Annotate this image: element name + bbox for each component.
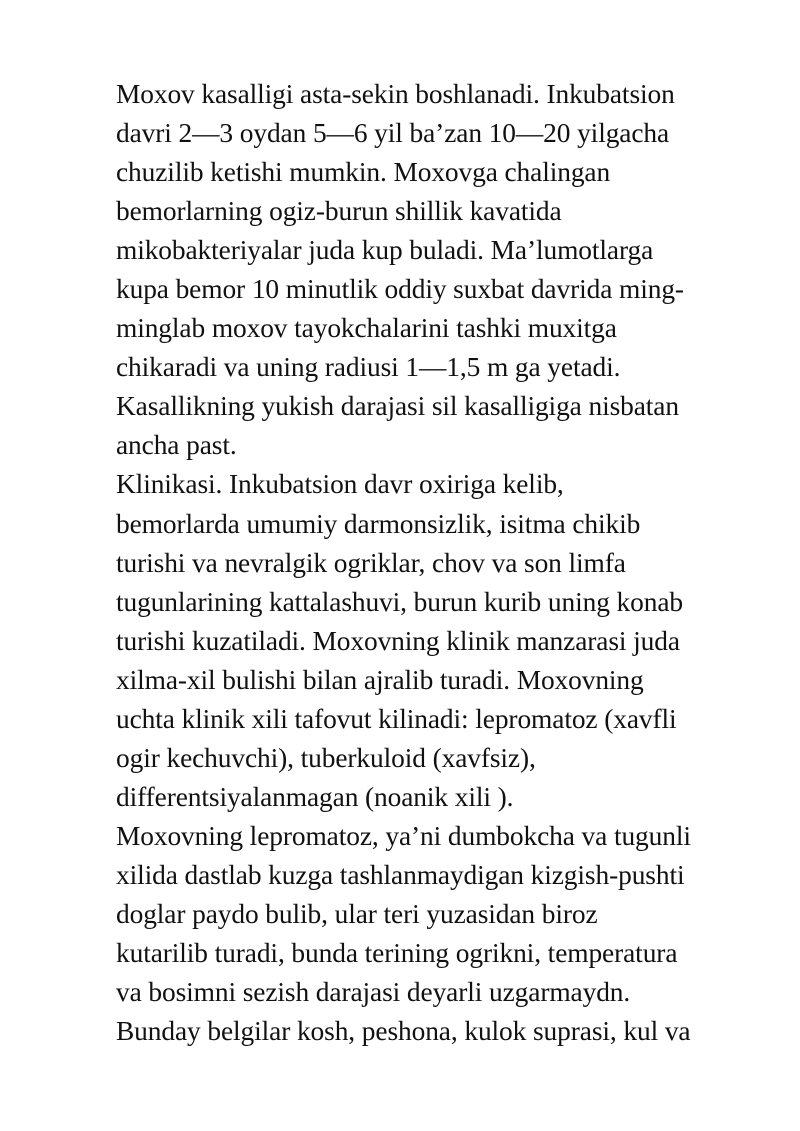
text-line: turishi va nevralgik ogriklar, chov va son limfa xyxy=(116,547,626,578)
text-line: Kasallikning yukish darajasi sil kasalligiga nisbatan xyxy=(116,391,679,422)
text-line: chikaradi va uning radiusi 1—1,5 m ga yetadi. xyxy=(116,352,621,383)
text-line: Bunday belgilar kosh, peshona, kulok suprasi, kul va xyxy=(116,1016,691,1047)
text-line: ogir kechuvchi), tuberkuloid (xavfsiz), xyxy=(116,742,536,773)
text-line: uchta klinik xili tafovut kilinadi: lepromatoz (xavfli xyxy=(116,703,677,734)
text-line: differentsiyalanmagan (noanik xili ). xyxy=(116,781,514,812)
text-line: turishi kuzatiladi. Moxovning klinik manzarasi juda xyxy=(116,625,680,656)
text-line: bemorlarning ogiz-burun shillik kavatida xyxy=(116,196,562,227)
text-line: Moxovning lepromatoz, ya’ni dumbokcha va tugunli xyxy=(116,820,691,851)
text-line: mikobakteriyalar juda kup buladi. Ma’lumotlarga xyxy=(116,235,654,266)
text-line: bemorlarda umumiy darmonsizlik, isitma chikib xyxy=(116,508,641,539)
text-line: chuzilib ketishi mumkin. Moxovga chalingan xyxy=(116,157,611,188)
text-line: va bosimni sezish darajasi deyarli uzgarmaydn. xyxy=(116,977,631,1008)
text-line: kupa bemor 10 minutlik oddiy suxbat davrida ming- xyxy=(116,274,684,305)
text-line: davri 2—3 oydan 5—6 yil ba’zan 10—20 yilgacha xyxy=(116,118,670,149)
text-line: ancha past. xyxy=(116,430,237,461)
text-line: Klinikasi. Inkubatsion davr oxiriga kelib, xyxy=(116,469,564,500)
text-line: Moxov kasalligi asta-sekin boshlanadi. Inkubatsion xyxy=(116,79,675,109)
body-text xyxy=(116,75,756,1051)
text-line: xilma-xil bulishi bilan ajralib turadi. Moxovning xyxy=(116,664,644,695)
text-line: xilida dastlab kuzga tashlanmaydigan kizgish-pushti xyxy=(116,859,685,890)
text-line: minglab moxov tayokchalarini tashki muxitga xyxy=(116,313,617,344)
text-line: doglar paydo bulib, ular teri yuzasidan biroz xyxy=(116,898,598,929)
text-line: kutarilib turadi, bunda terining ogrikni, temperatura xyxy=(116,938,678,969)
text-line: tugunlarining kattalashuvi, burun kurib uning konab xyxy=(116,586,683,617)
